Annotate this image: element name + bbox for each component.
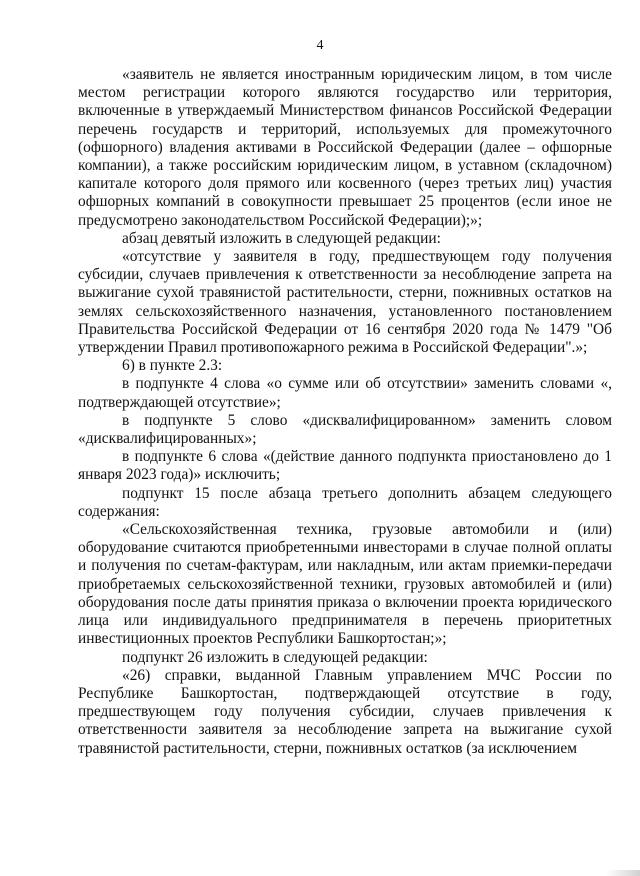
- paragraph-certificate-mchs: «26) справки, выданной Главным управлением МЧС России по Республике Башкортостан, подтверждающей отсутствие в году, предшествующем году получения субсидии, случаев привлечения к ответственности заявителя за несоблюдение запрета на выжигание сухой травянистой растительности, стерни, пожнивных остатков (за исключением: [78, 666, 612, 757]
- page-number: 4: [316, 38, 324, 53]
- paragraph-subitem-5: в подпункте 5 слово «дисквалифицированном» заменить словом «дисквалифицированных»;: [78, 411, 612, 448]
- paragraph-machinery-definition: «Сельскохозяйственная техника, грузовые автомобили и (или) оборудование считаются приобретенными инвесторами в случае полной оплаты и получения по счетам-фактурам, или накладным, или актам приемки-передачи приобретаемых сельскохозяйственной техники, грузовых автомобилей и (или) оборудования после даты принятия приказа о включении проекта юридического лица или индивидуального предпринимателя в перечень приоритетных инвестиционных проектов Республики Башкортостан;»;: [78, 521, 612, 648]
- scan-edge-shadow: [606, 870, 640, 876]
- paragraph-offshore-criterion: «заявитель не является иностранным юридическим лицом, в том числе местом регистрации которого являются государство или территория, включенные в утверждаемый Министерством финансов Российской Федерации перечень государств и территорий, используемых для промежуточного (офшорного) владения активами в Российской Федерации (далее – офшорные компании), а также российским юридическим лицом, в уставном (складочном) капитале которого доля прямого или косвенного (через третьих лиц) участия офшорных компаний в совокупности превышает 25 процентов (если иное не предусмотрено законодательством Российской Федерации);»;: [78, 66, 612, 229]
- paragraph-subitem-26: подпункт 26 изложить в следующей редакции:: [122, 648, 428, 666]
- paragraph-subitem-6: в подпункте 6 слова «(действие данного подпункта приостановлено до 1 января 2023 года)» исключить;: [78, 448, 612, 484]
- paragraph-subitem-15: подпункт 15 после абзаца третьего дополнить абзацем следующего содержания:: [78, 484, 612, 520]
- paragraph-subitem-4: в подпункте 4 слова «о сумме или об отсутствии» заменить словами «, подтверждающей отсутствие»;: [78, 375, 612, 411]
- paragraph-instruction-ninth: абзац девятый изложить в следующей редакции:: [122, 229, 441, 247]
- paragraph-item-6: 6) в пункте 2.3:: [122, 357, 223, 375]
- paragraph-fire-ban-criterion: «отсутствие у заявителя в году, предшествующем году получения субсидии, случаев привлечения к ответственности за несоблюдение запрета на выжигание сухой травянистой растительности, стерни, пожнивных остатков на землях сельскохозяйственного назначения, установленного постановлением Правительства Российской Федерации от 16 сентября 2020 года № 1479 "Об утверждении Правил противопожарного режима в Российской Федерации".»;: [78, 248, 612, 357]
- document-body: [78, 66, 612, 758]
